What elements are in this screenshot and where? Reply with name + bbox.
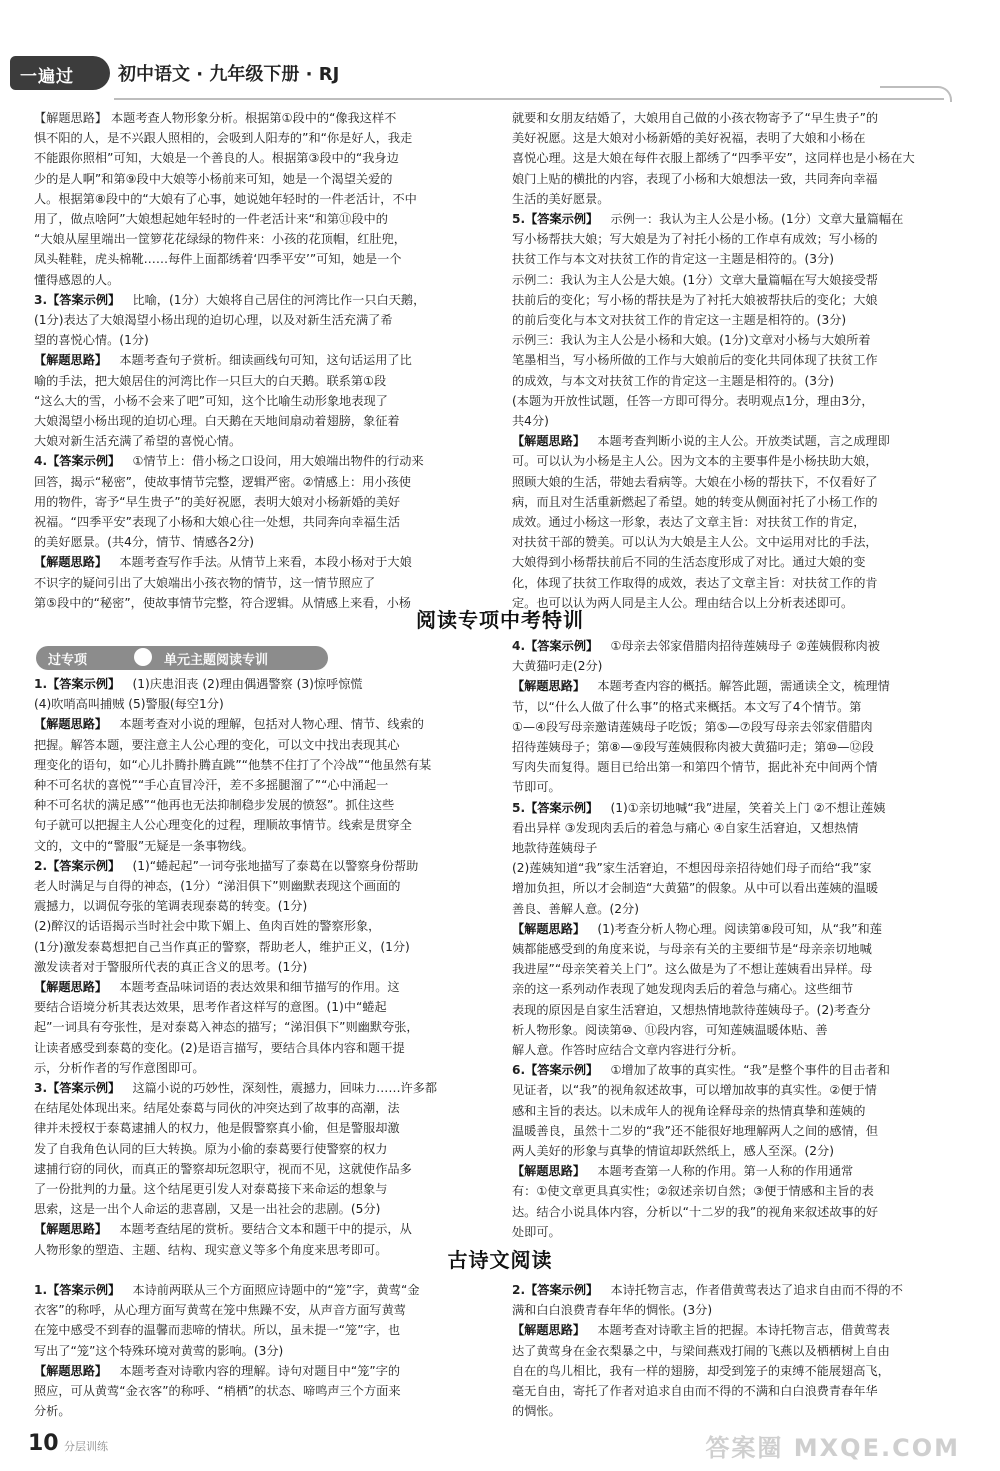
answer-line: 思索，这是一出个人命运的悲喜剧，又是一出社会的悲剧。(5分) [34, 1202, 381, 1217]
analysis-line: 病，而且对生活重新燃起了希望。她的转变从侧面衬托了小杨工作的 [512, 494, 878, 509]
analysis-line: 理变化的语句，如“心儿扑腾扑腾直跳”“他禁不住打了个冷战”“他虽然有某 [34, 757, 432, 772]
analysis-line: 示，分析作者的写作意图即可。 [34, 1060, 205, 1075]
analysis-tag: 【解题思路】 [34, 1363, 108, 1378]
answer-line: 善良、善解人意。(2分) [512, 901, 639, 916]
answer-line: 两人美好的形象与真挚的情谊却跃然纸上，感人至深。(2分) [512, 1144, 834, 1159]
top-right-column [512, 108, 974, 613]
answer-line: 扶贫工作与本文对扶贫工作的肯定这一主题是相符的。(3分) [512, 252, 834, 267]
analysis-line: “这么大的雪，小杨不会来了吧”可知，这个比喻生动形象地表现了 [34, 393, 388, 408]
analysis-line [34, 1219, 494, 1239]
answer-line [34, 290, 494, 310]
answer-tag: 【答案示例】 [47, 292, 121, 307]
analysis-line: 自在的鸟儿相比，我有一样的翅膀，却受到笼子的束缚不能展翅高飞， [512, 1363, 890, 1378]
page-header [0, 0, 1000, 104]
answer-line: 在结尾处体现出来。结尾处泰葛与同伙的冲突达到了故事的高潮，法 [34, 1101, 400, 1116]
question-number: 1. [34, 1283, 48, 1297]
q3-block [34, 1078, 494, 1260]
header-divider [114, 98, 944, 100]
answer-line [512, 636, 974, 656]
answer-line: 回答，揭示“秘密”，使故事情节完整，逻辑严密。②情感上：用小孩使 [34, 474, 411, 489]
q2-analysis-block [34, 108, 494, 290]
analysis-line: 亲的这一系列动作表现了她发现肉丢后的着急与痛心。这些细节 [512, 982, 854, 997]
analysis-tag: 【解题思路】 [512, 1164, 586, 1179]
answer-tag: 【答案示例】 [525, 1283, 599, 1297]
analysis-line: 我进屋”“母亲笑着关上门”。这么做是为了不想让莲姨看出异样。母 [512, 962, 873, 977]
analysis-tag: 【解题思路】 [512, 921, 586, 936]
question-number: 5. [512, 800, 526, 815]
analysis-line: 的惆怅。 [512, 1404, 561, 1419]
answer-line: 的前后变化与本文对扶贫工作的肯定这一主题是相符的。(3分) [512, 313, 847, 328]
analysis-line: 娘门上贴的横批的内容，表现了小杨和大娘想法一致，共同奔向幸福 [512, 171, 878, 186]
analysis-line: 大娘渴望小杨出现的迫切心理。白天鹅在天地间扇动着翅膀，象征着 [34, 414, 400, 429]
analysis-line [512, 1161, 974, 1181]
answer-line: (1分)激发泰葛想把自己当作真正的警察，帮助老人，维护正义，(1分) [34, 939, 410, 954]
answer-tag: 【答案示例】 [525, 800, 599, 815]
q5-block [512, 798, 974, 1061]
answer-line [512, 209, 974, 229]
watermark: 答案圈 MXQE.COM [705, 1434, 960, 1462]
analysis-line: 达。结合小说具体内容，分析以“十二岁的我”的视角来叙述故事的好 [512, 1204, 879, 1219]
analysis-line: 化，体现了扶贫工作取得的成效，表达了文章主旨：对扶贫工作的肯 [512, 575, 878, 590]
analysis-line [34, 714, 494, 734]
answer-line: 了一份批判的力量。这个结尾更引发人对泰葛接下来命运的想象与 [34, 1182, 388, 1197]
analysis-line: 写肉失而复得。题目已给出第一和第四个情节，据此补充中间两个情 [512, 760, 878, 775]
analysis-line: 招待莲姨母子；第⑧—⑨段写莲姨假称肉被大黄猫叼走；第⑩—⑫段 [512, 740, 874, 755]
answer-line: 扶前后的变化；写小杨的帮扶是为了衬托大娘被帮扶后的变化；大娘 [512, 292, 878, 307]
analysis-line: 凤头鞋鞋，虎头棉靴……每件上面都绣着‘四季平安’”可知，她是一个 [34, 252, 402, 267]
analysis-line [34, 977, 494, 997]
answer-line: 写小杨帮扶大娘；写大娘是为了衬托小杨的工作卓有成效；写小杨的 [512, 232, 878, 247]
analysis-line: 人。根据第⑧段中的“大娘有了心事，她说她年轻时的一件老活计，不中 [34, 191, 417, 206]
analysis-line: 起”一词具有夸张性，是对泰葛入神态的描写；“涕泪俱下”则幽默夸张， [34, 1020, 419, 1035]
analysis-line: 第⑤段中的“秘密”，使故事情节完整，符合逻辑。从情感上来看，小杨 [34, 595, 411, 610]
analysis-line: 成效。通过小杨这一形象，表达了文章主旨：对扶贫工作的肯定， [512, 515, 866, 530]
analysis-line: 惧不阳的人，是不兴跟人照相的，会吸到人阳寿的”和“你是好人，我走 [34, 131, 413, 146]
analysis-line: 有：①使文章更具真实性；②叙述亲切自然；③便于情感和主旨的表 [512, 1184, 874, 1199]
analysis-line: 种不可名状的喜悦”“手心直冒冷汗，差不多摇腿溜了”“心中涌起一 [34, 778, 389, 793]
answer-line-text: ①情节上：借小杨之口设问，用大娘端出物件的行动来 [120, 454, 424, 469]
answer-line: 激发读者对于警服所代表的真正含义的思考。(1分) [34, 959, 308, 974]
q5-block [512, 209, 974, 613]
question-number: 5. [512, 212, 526, 227]
analysis-line: 生活的美好愿景。 [512, 191, 610, 206]
analysis-line: 文的，文中的“警服”无疑是一条事物线。 [34, 838, 254, 853]
answer-line-text: ①增加了故事的真实性。“我”是整个事件的目击者和 [598, 1063, 890, 1078]
analysis-line: 析人物形象。阅读第⑩、⑪段内容，可知莲姨温暖体贴、善 [512, 1022, 828, 1037]
analysis-line: ①—④段写母亲邀请莲姨母子吃饭；第⑤—⑦段写母亲去邻家借腊肉 [512, 719, 873, 734]
analysis-line: 种不可名状的满足感”“他再也无法抑制稳步发展的愤怒”。抓住这些 [34, 798, 395, 813]
question-number: 3. [34, 292, 48, 307]
section-title-poetry: 古诗文阅读 [447, 1248, 553, 1272]
analysis-tag: 【解题思路】 [512, 679, 586, 694]
section-title-reading: 阅读专项中考特训 [416, 608, 584, 632]
analysis-line: 节即可。 [512, 780, 561, 795]
analysis-line: 照顾大娘的生活，带她去看病等。大娘在小杨的帮扶下，不仅看好了 [512, 474, 878, 489]
analysis-line: 要结合语境分析其表达效果，思考作者这样写的意图。(1)中“蜷起 [34, 1000, 387, 1015]
analysis-line: 照应，可从黄莺“金衣客”的称呼、“梢栖”的状态、啼鸣声三个方面来 [34, 1384, 401, 1399]
analysis-line: 姨都能感受到的角度来说，与母亲有关的主要细节是“母亲亲切地喊 [512, 942, 872, 957]
q6-block [512, 1060, 974, 1242]
answer-line: 发了自我角色认同的巨大转换。原为小偷的泰葛要行使警察的权力 [34, 1141, 388, 1156]
analysis-line [512, 919, 974, 939]
answer-line [34, 1078, 494, 1098]
analysis-tag: 【解题思路】 [34, 717, 108, 732]
answer-line-text: 示例一：我认为主人公是小杨。(1分）文章大量篇幅在 [598, 212, 904, 227]
answer-tag: 【答案示例】 [47, 677, 121, 691]
analysis-line: 大娘得到小杨帮扶前后不同的生活态度形成了对比。通过大娘的变 [512, 555, 866, 570]
answer-line-text: 本诗托物言志，作者借黄莺表达了追求自由而不得的不 [598, 1283, 903, 1297]
analysis-line-text: 本题考查对诗歌内容的理解。诗句对题目中“笼”字的 [107, 1363, 401, 1378]
answer-line: 示例三：我认为主人公是小杨和大娘。(1分)文章对小杨与大娘所着 [512, 333, 871, 348]
answer-line: 用的物件，寄予“早生贵子”的美好祝愿，表明大娘对小杨新婚的美好 [34, 494, 401, 509]
analysis-line-text: 本题考查第一人称的作用。第一人称的作用通常 [585, 1164, 854, 1179]
analysis-line-text: 本题考查句子赏析。细读画线句可知，这句话运用了比 [107, 353, 412, 368]
continued-analysis-block [512, 108, 974, 209]
q1-block [34, 674, 494, 856]
analysis-line: 可。可以认为小杨是主人公。因为文本的主要事件是小杨扶助大娘， [512, 454, 878, 469]
q2-block [34, 856, 494, 1078]
answer-line: (本题为开放性试题，任答一方即可得分。表明观点1分，理由3分， [512, 393, 874, 408]
brand-logo [10, 56, 110, 90]
analysis-line [512, 676, 974, 696]
analysis-line-text: (1)考查分析人物心理。阅读第⑧段可知，从“我”和莲 [585, 921, 882, 936]
analysis-tag: 【解题思路】 [512, 1323, 586, 1338]
answer-line [512, 1280, 974, 1300]
top-left-column [34, 108, 494, 613]
analysis-line-text: 本题考查对小说的理解，包括对人物心理、情节、线索的 [107, 717, 424, 732]
analysis-line: 表现的原因是自家生活窘迫，又想热情地款待莲姨母子。(2)考查分 [512, 1002, 871, 1017]
answer-line: 在笼中感受不到春的温馨而悲啼的情状。所以，虽未提一“笼”字，也 [34, 1323, 401, 1338]
answer-line-text: 这篇小说的巧妙性，深刻性，震撼力，回味力……许多都 [120, 1081, 438, 1096]
analysis-tag: 【解题思路】 [512, 434, 586, 449]
answer-line: (2)醉汉的话语揭示当时社会中欺下媚上、鱼肉百姓的警察形象， [34, 919, 381, 934]
analysis-line: 喜悦心理。这是大娘在每件衣服上都绣了“四季平安”，这同样也是小杨在大 [512, 151, 915, 166]
answer-line: 写出了“笼”这个特殊环境对黄莺的影响。(3分) [34, 1343, 284, 1358]
answer-line [512, 798, 974, 818]
answer-line: 的成效，与本文对扶贫工作的肯定这一主题是相符的。(3分) [512, 373, 834, 388]
analysis-tag: 【解题思路】 [34, 353, 108, 368]
answer-line: 老人时满足与自得的神态，(1分）“涕泪俱下”则幽默表现这个画面的 [34, 879, 401, 894]
answer-line: 望的喜悦心情。(1分) [34, 333, 149, 348]
tab-label-left: 过专项 [48, 653, 88, 668]
analysis-line: 就要和女朋友结婚了，大娘用自己做的小孩衣物寄予了“早生贵子”的 [512, 111, 879, 125]
answer-line-text: 比喻，(1分）大娘将自己居住的河湾比作一只白天鹅， [120, 292, 426, 307]
analysis-line-text: 本题考查对诗歌主旨的把握。本诗托物言志，借黄莺表 [585, 1323, 890, 1338]
question-number: 2. [512, 1283, 526, 1297]
answer-tag: 【答案示例】 [47, 858, 121, 873]
book-title: 初中语文 · 九年级下册 · RJ [118, 64, 340, 85]
answer-tag: 【答案示例】 [525, 212, 599, 227]
analysis-line: 不能跟你照相”可知，大娘是一个善良的人。根据第③段中的“我身边 [34, 151, 399, 166]
answer-line: 大黄猫叼走(2分) [512, 659, 603, 674]
question-number: 6. [512, 1063, 526, 1078]
question-number: 4. [512, 639, 526, 653]
answer-line: 逮捕行窃的同伙，而真正的警察却玩忽职守，视而不见，这就使作品多 [34, 1161, 412, 1176]
analysis-line: 定。也可以认为两人同是主人公。理由结合以上分析表述即可。 [512, 595, 854, 610]
analysis-line: 把握。解答本题，要注意主人公心理的变化，可以文中找出表现其心 [34, 737, 400, 752]
analysis-line-text: 本题考查结尾的赏析。要结合文本和题干中的提示，从 [107, 1222, 412, 1237]
answer-line [34, 674, 494, 694]
answer-line [34, 1280, 494, 1300]
question-number: 2. [34, 858, 48, 873]
mid-left-column [34, 674, 494, 1260]
answer-line: (1分)表达了大娘渴望小杨出现的迫切心理，以及对新生活充满了希 [34, 313, 393, 328]
answer-line: 衣客”的称呼，从心理方面写黄莺在笼中焦躁不安，从声音方面写黄莺 [34, 1303, 406, 1318]
answer-line [512, 1060, 974, 1080]
analysis-tag: 【解题思路】 [34, 555, 108, 570]
question-number: 3. [34, 1081, 48, 1096]
answer-line: 满和白白浪费青春年华的惆怅。(3分) [512, 1303, 713, 1318]
answer-line: 增加负担，所以才会制造“大黄猫”的假象。从中可以看出莲姨的温暖 [512, 881, 879, 896]
analysis-line: 对扶贫干部的赞美。可以认为大娘是主人公。文中运用对比的手法， [512, 535, 878, 550]
answer-line: (2)莲姨知道“我”家生活窘迫，不想因母亲招待她们母子而给“我”家 [512, 861, 872, 876]
answer-line: 祝福。“四季平安”表现了小杨和大娘心往一处想，共同奔向幸福生活 [34, 515, 401, 530]
analysis-line: 美好祝愿。这是大娘对小杨新婚的美好祝福，表明了大娘和小杨在 [512, 131, 866, 146]
answer-line-text: ①母亲去邻家借腊肉招待莲姨母子 ②莲姨假称肉被 [598, 639, 880, 653]
answer-line-text: 本诗前两联从三个方面照应诗题中的“笼”字，黄莺“金 [120, 1283, 420, 1297]
mid-right-column [512, 636, 974, 1242]
analysis-line: 少的是人啊”和第⑨段中大娘等小杨前来可知，她是一个渴望关爱的 [34, 171, 393, 186]
section-tab [36, 646, 328, 670]
answer-line: 的美好愿景。(共4分，情节、情感各2分) [34, 535, 255, 550]
q2-block [512, 1280, 974, 1421]
bottom-left-column [34, 1280, 494, 1421]
analysis-line [512, 1320, 974, 1340]
analysis-line: “大娘从屋里端出一筐箩花花绿绿的物件来：小孩的花顶帽，红肚兜， [34, 232, 406, 247]
analysis-line: 节，以“什么人做了什么事”的格式来概括。本文写了4个情节。第 [512, 699, 862, 714]
answer-line-text: (1)①亲切地喊“我”进屋，笑着关上门 ②不想让莲姨 [598, 800, 886, 815]
analysis-line [34, 350, 494, 370]
answer-line: 共4分) [512, 414, 549, 429]
analysis-tag: 【解题思路】 [34, 980, 108, 995]
answer-line: 示例二：我认为主人公是大娘。(1分）文章大量篇幅在写大娘接受帮 [512, 272, 878, 287]
analysis-line: 分析。 [34, 1404, 71, 1419]
analysis-line-text: 本题考查内容的概括。解答此题，需通读全文，梳理情 [585, 679, 890, 694]
analysis-line: 不识字的疑问引出了大娘端出小孩衣物的情节，这一情节照应了 [34, 575, 376, 590]
bottom-right-column [512, 1280, 974, 1421]
analysis-line: 达了黄莺身在金衣梨暴之中，与梁间燕戏打闹的飞燕以及栖栖树上自由 [512, 1343, 890, 1358]
page-number: 10 [28, 1431, 59, 1456]
q1-block [34, 1280, 494, 1421]
analysis-line: 喻的手法，把大娘居住的河湾比作一只巨大的白天鹅。联系第①段 [34, 373, 387, 388]
tab-label-right: 单元主题阅读专训 [164, 653, 269, 668]
analysis-line: 句子就可以把握主人公心理变化的过程，理顺故事情节。线索是贯穿全 [34, 818, 412, 833]
answer-line-text: (1)庆患泪丧 (2)理由偶遇警察 (3)惊呼惊慌 [120, 677, 363, 691]
analysis-line: 处即可。 [512, 1224, 561, 1239]
answer-line: 温暖善良，虽然十二岁的“我”还不能很好地理解两人之间的感情，但 [512, 1123, 879, 1138]
analysis-line-text: 本题考查判断小说的主人公。开放类试题，言之成理即 [585, 434, 890, 449]
analysis-line: 【解题思路】 本题考查人物形象分析。根据第①段中的“像我这样不 [34, 111, 397, 125]
answer-line: 笔墨相当，写小杨所做的工作与大娘前后的变化共同体现了扶贫工作 [512, 353, 878, 368]
analysis-line [512, 431, 974, 451]
question-number: 1. [34, 677, 48, 691]
analysis-line: 用了，做点啥阿”大娘想起她年轻时的一件老活计来“和第⑪段中的 [34, 212, 388, 227]
answer-line-text: (1)“蜷起起”一词夸张地描写了泰葛在以警察身份帮助 [120, 858, 419, 873]
question-number: 4. [34, 454, 48, 469]
q4-block [512, 636, 974, 798]
answer-line: 地款待莲姨母子 [512, 841, 598, 856]
answer-line: 看出异样 ③发现肉丢后的着急与痛心 ④自家生活窘迫，又想热情 [512, 820, 859, 835]
analysis-line: 解人意。作答时应结合文章内容进行分析。 [512, 1043, 744, 1058]
answer-tag: 【答案示例】 [525, 1063, 599, 1078]
analysis-tag: 【解题思路】 [34, 1222, 108, 1237]
answer-tag: 【答案示例】 [47, 1283, 121, 1297]
analysis-line: 让读者感受到泰葛的变化。(2)是语言描写，要结合具体内容和题干提 [34, 1040, 405, 1055]
analysis-line: 人物形象的塑造、主题、结构、现实意义等多个角度来思考即可。 [34, 1242, 388, 1257]
answer-tag: 【答案示例】 [525, 639, 599, 653]
answer-line: (4)吹哨高叫捕贼 (5)警服(每空1分) [34, 697, 224, 712]
analysis-line-text: 本题考查写作手法。从情节上来看，本段小杨对于大娘 [107, 555, 412, 570]
footer-label: 分层训练 [64, 1440, 108, 1453]
answer-line: 见证者，以“我”的视角叙述故事，可以增加故事的真实性。②便于情 [512, 1083, 877, 1098]
analysis-line-text: 本题考查品味词语的表达效果和细节描写的作用。这 [107, 980, 400, 995]
answer-line: 震撼力，以调侃夸张的笔调表现泰葛的转变。(1分) [34, 899, 308, 914]
target-icon [134, 648, 152, 666]
analysis-line: 毫无自由，寄托了作者对追求自由而不得的不满和白白浪费青春年华 [512, 1384, 878, 1399]
q4-block [34, 451, 494, 613]
answer-line: 律并未授权于泰葛逮捕人的权力，他是假警察真小偷，但是警服却激 [34, 1121, 400, 1136]
answer-line [34, 856, 494, 876]
answer-line: 感和主旨的表达。以未成年人的视角诠释母亲的热情真挚和莲姨的 [512, 1103, 866, 1118]
answer-tag: 【答案示例】 [47, 1081, 121, 1096]
analysis-line [34, 1361, 494, 1381]
q3-block [34, 290, 494, 452]
brand-logo-text: 一遍过 [20, 67, 74, 87]
analysis-line: 大娘对新生活充满了希望的喜悦心情。 [34, 434, 242, 449]
analysis-line [34, 552, 494, 572]
answer-line [34, 451, 494, 471]
answer-tag: 【答案示例】 [47, 454, 121, 469]
analysis-line: 懂得感恩的人。 [34, 272, 120, 287]
